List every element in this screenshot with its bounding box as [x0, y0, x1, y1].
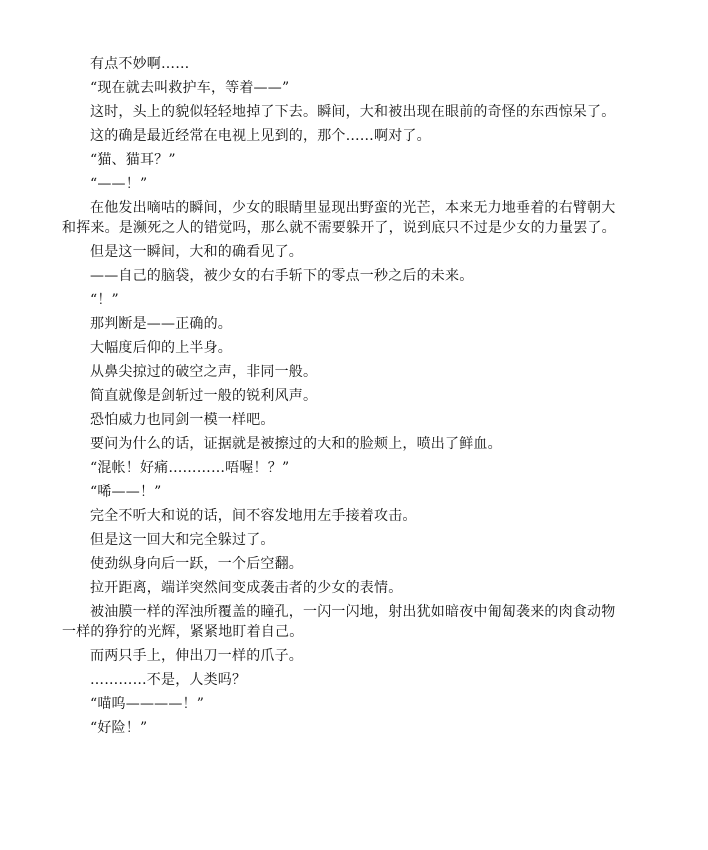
paragraph: 但是这一瞬间，大和的确看见了。 — [90, 244, 303, 260]
paragraph: 完全不听大和说的话，间不容发地用左手接着攻击。 — [90, 508, 417, 524]
paragraph: 但是这一回大和完全躲过了。 — [90, 532, 275, 548]
paragraph: 在他发出嘀咕的瞬间，少女的眼睛里显现出野蛮的光芒，本来无力地垂着的右臂朝大和挥来。是濒死之人的错觉吗，那么就不需要躲开了，说到底只不过是少女的力量罢了。 — [62, 200, 616, 236]
paragraph: 拉开距离，端详突然间变成袭击者的少女的表情。 — [90, 580, 403, 596]
paragraph: “！” — [90, 292, 119, 308]
paragraph: 这时，头上的貌似轻轻地掉了下去。瞬间，大和被出现在眼前的奇怪的东西惊呆了。 — [90, 104, 616, 120]
paragraph: …………不是，人类吗？ — [90, 672, 247, 688]
paragraph: 要问为什么的话，证据就是被擦过的大和的脸颊上，喷出了鲜血。 — [90, 436, 502, 452]
paragraph: “混帐！好痛…………唔喔！？” — [90, 460, 290, 476]
paragraph: 大幅度后仰的上半身。 — [90, 340, 232, 356]
paragraph: ——自己的脑袋，被少女的右手斩下的零点一秒之后的未来。 — [90, 268, 474, 284]
paragraph: 有点不妙啊…… — [90, 56, 190, 72]
paragraph: 那判断是——正确的。 — [90, 316, 232, 332]
paragraph: “喵呜————！” — [90, 696, 205, 712]
document-page — [62, 54, 622, 742]
paragraph: “唏——！” — [90, 484, 162, 500]
paragraph: 简直就像是剑斩过一般的锐利风声。 — [90, 388, 318, 404]
paragraph: 而两只手上，伸出刀一样的爪子。 — [90, 648, 303, 664]
paragraph: 这的确是最近经常在电视上见到的，那个……啊对了。 — [90, 128, 431, 144]
paragraph: 从鼻尖掠过的破空之声，非同一般。 — [90, 364, 318, 380]
paragraph: “猫、猫耳？” — [90, 152, 176, 168]
paragraph: “——！” — [90, 176, 148, 192]
paragraph: “现在就去叫救护车，等着——” — [90, 80, 290, 96]
paragraph: 被油膜一样的浑浊所覆盖的瞳孔，一闪一闪地，射出犹如暗夜中匍匐袭来的肉食动物一样的狰狞的光辉，紧紧地盯着自己。 — [62, 604, 616, 640]
paragraph: “好险！” — [90, 720, 148, 736]
paragraph: 恐怕威力也同剑一模一样吧。 — [90, 412, 275, 428]
paragraph: 使劲纵身向后一跃，一个后空翻。 — [90, 556, 303, 572]
